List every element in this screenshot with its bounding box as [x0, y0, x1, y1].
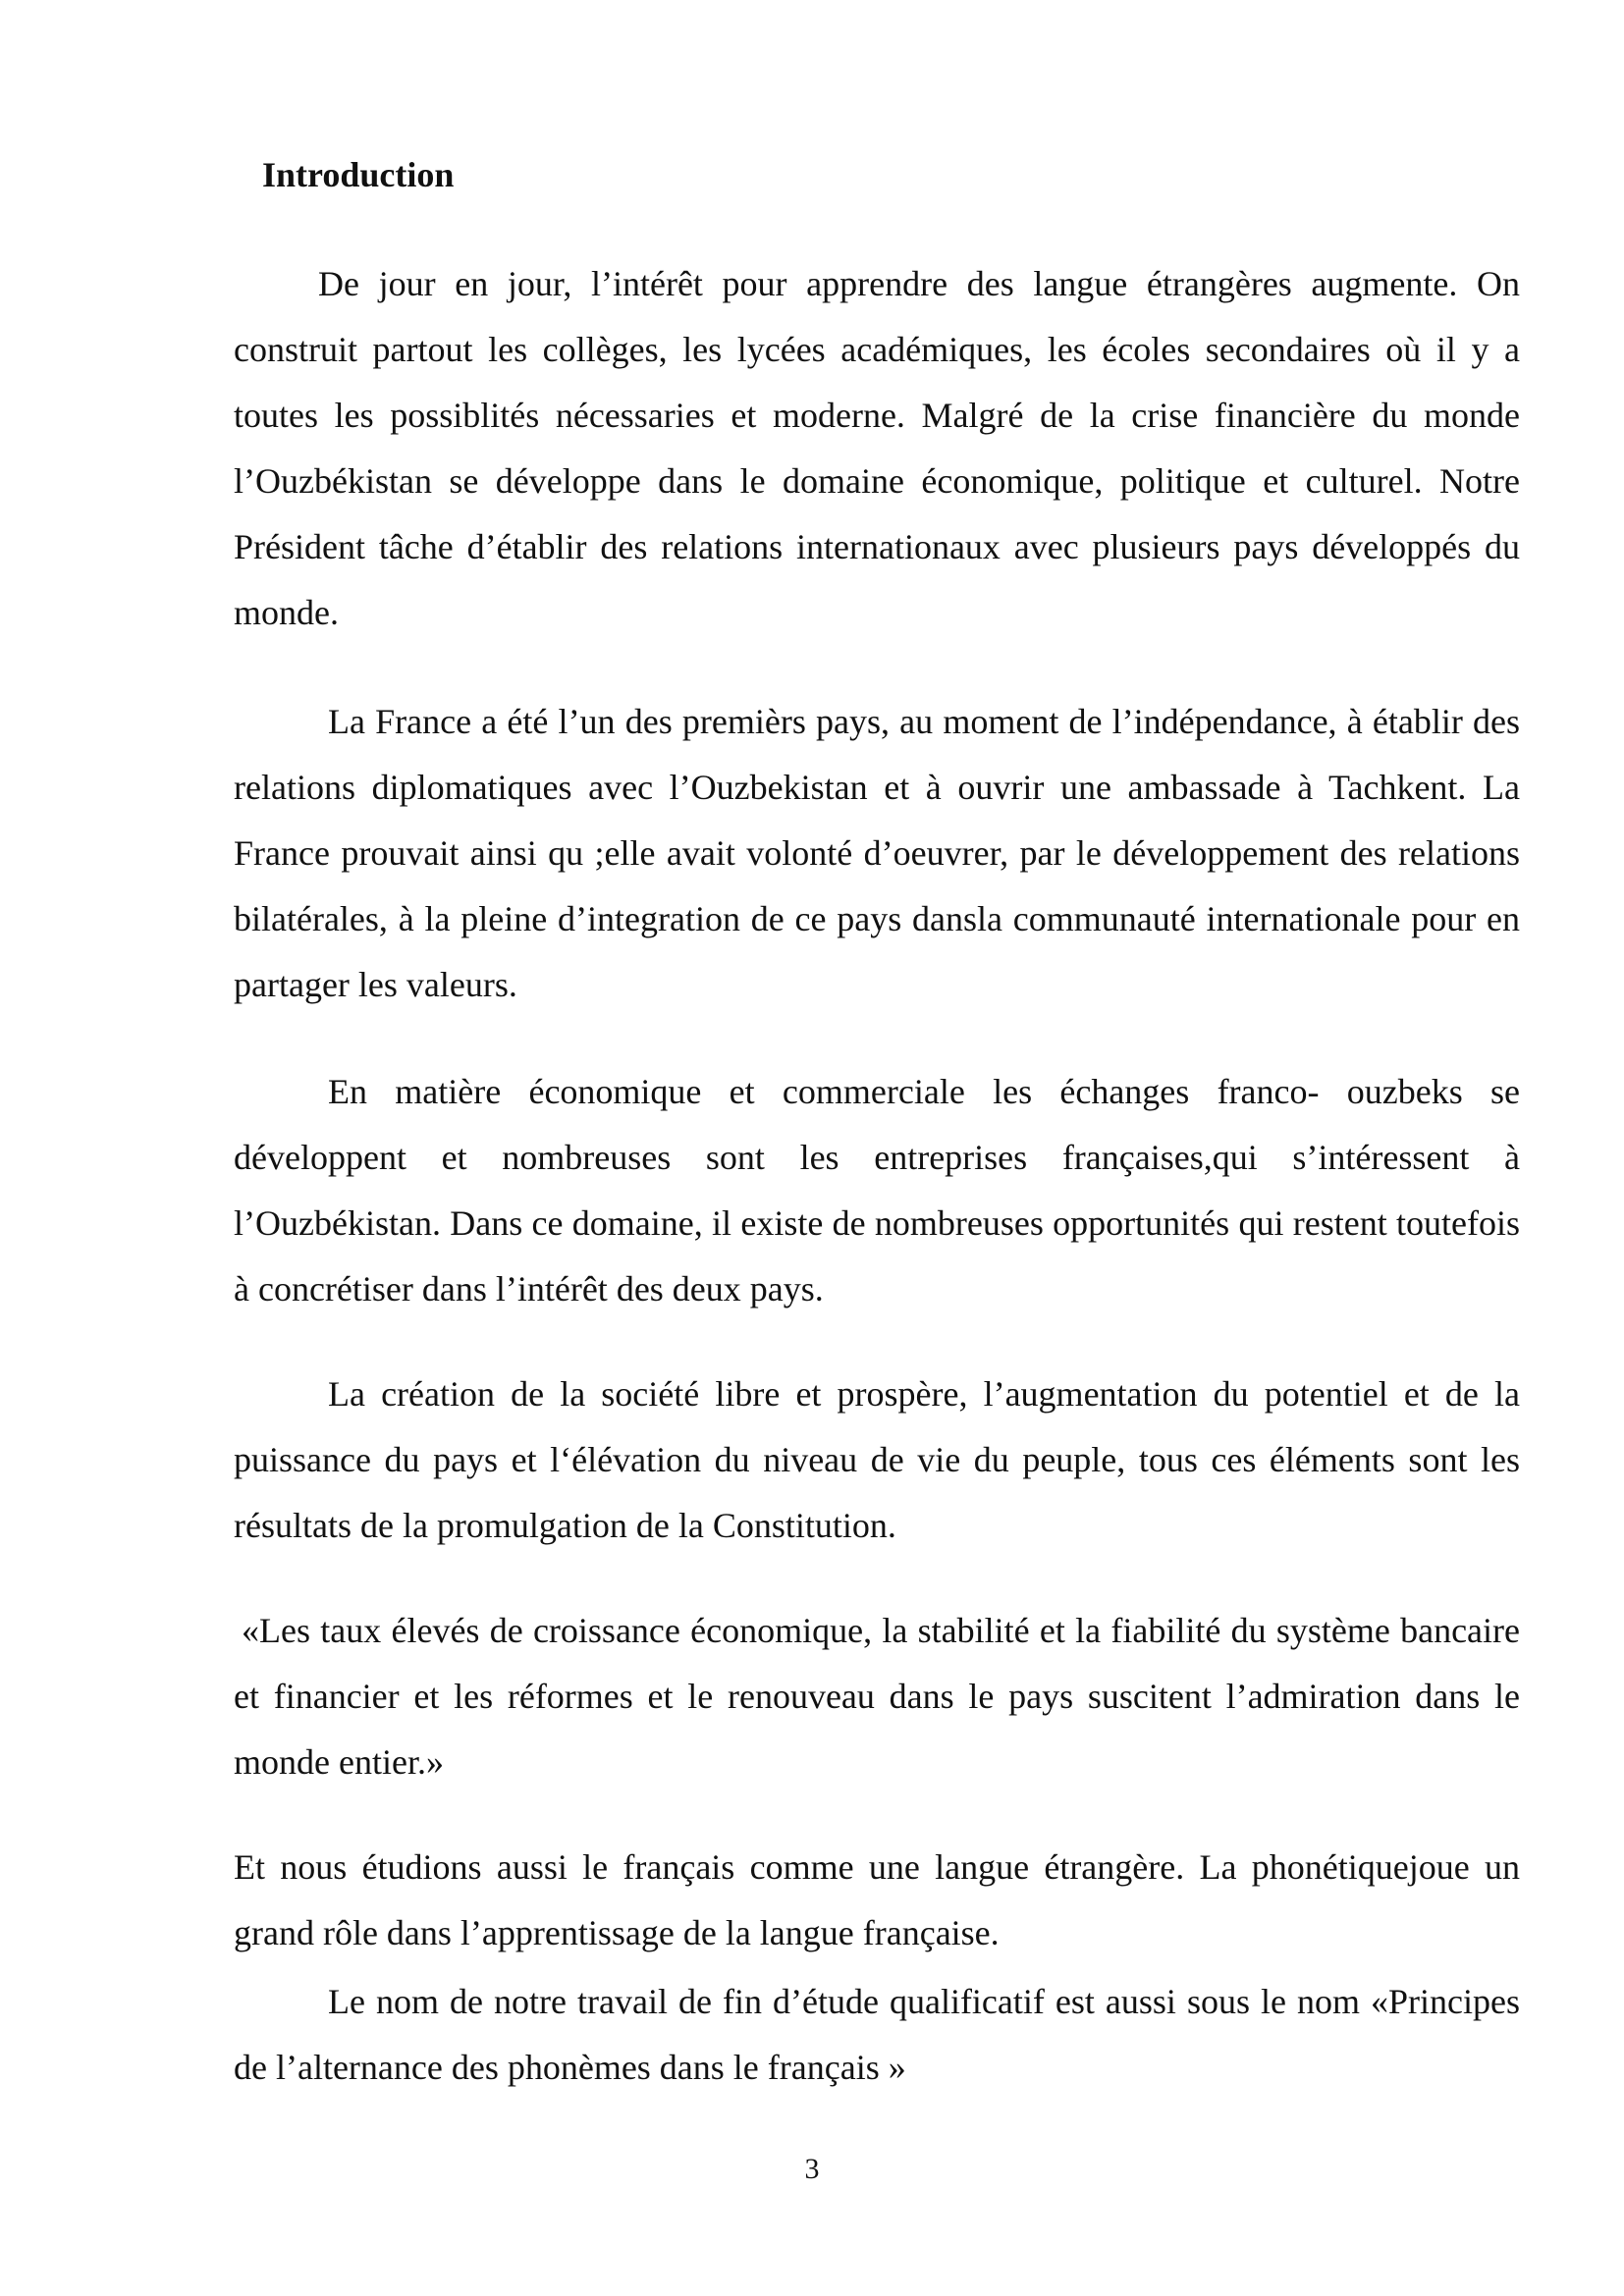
paragraph-thesis-title: Le nom de notre travail de fin d’étude qualificatif est aussi sous le nom «Principes de l’alternance des phonèmes dans le français »: [234, 1982, 1520, 2087]
paragraph-french-study: Et nous étudions aussi le français comme une langue étrangère. La phonétiquejoue un grand rôle dans l’apprentissage de la langue française.: [234, 1847, 1520, 1952]
section-heading: Introduction: [262, 155, 455, 194]
page-number: 3: [804, 2153, 820, 2185]
paragraph-quotation: «Les taux élevés de croissance économique, la stabilité et la fiabilité du système bancaire et financier et les réformes et le renouveau dans le pays suscitent l’admiration dans le monde entier.»: [234, 1611, 1520, 1782]
paragraph-language-interest: De jour en jour, l’intérêt pour apprendre des langue étrangères augmente. On construit partout les collèges, les lycées académiques, les écoles secondaires où il y a toutes les possiblités nécessaries et moderne. Malgré de la crise financière du monde l’Ouzbékistan se développe dans le domaine économique, politique et culturel. Notre Président tâche d’établir des relations internationaux avec plusieurs pays développés du monde.: [234, 264, 1520, 632]
paragraph-economic-exchanges: En matière économique et commerciale les échanges franco- ouzbeks se développent et nombreuses sont les entreprises françaises,qui s’intéressent à l’Ouzbékistan. Dans ce domaine, il existe de nombreuses opportunités qui restent toutefois à concrétiser dans l’intérêt des deux pays.: [234, 1072, 1520, 1308]
paragraph-constitution: La création de la société libre et prospère, l’augmentation du potentiel et de la puissance du pays et l‘élévation du niveau de vie du peuple, tous ces éléments sont les résultats de la promulgation de la Constitution.: [234, 1374, 1520, 1545]
paragraph-france-relations: La France a été l’un des premièrs pays, au moment de l’indépendance, à établir des relations diplomatiques avec l’Ouzbekistan et à ouvrir une ambassade à Tachkent. La France prouvait ainsi qu ;elle avait volonté d’oeuvrer, par le développement des relations bilatérales, à la pleine d’integration de ce pays dansla communauté internationale pour en partager les valeurs.: [234, 702, 1520, 1004]
